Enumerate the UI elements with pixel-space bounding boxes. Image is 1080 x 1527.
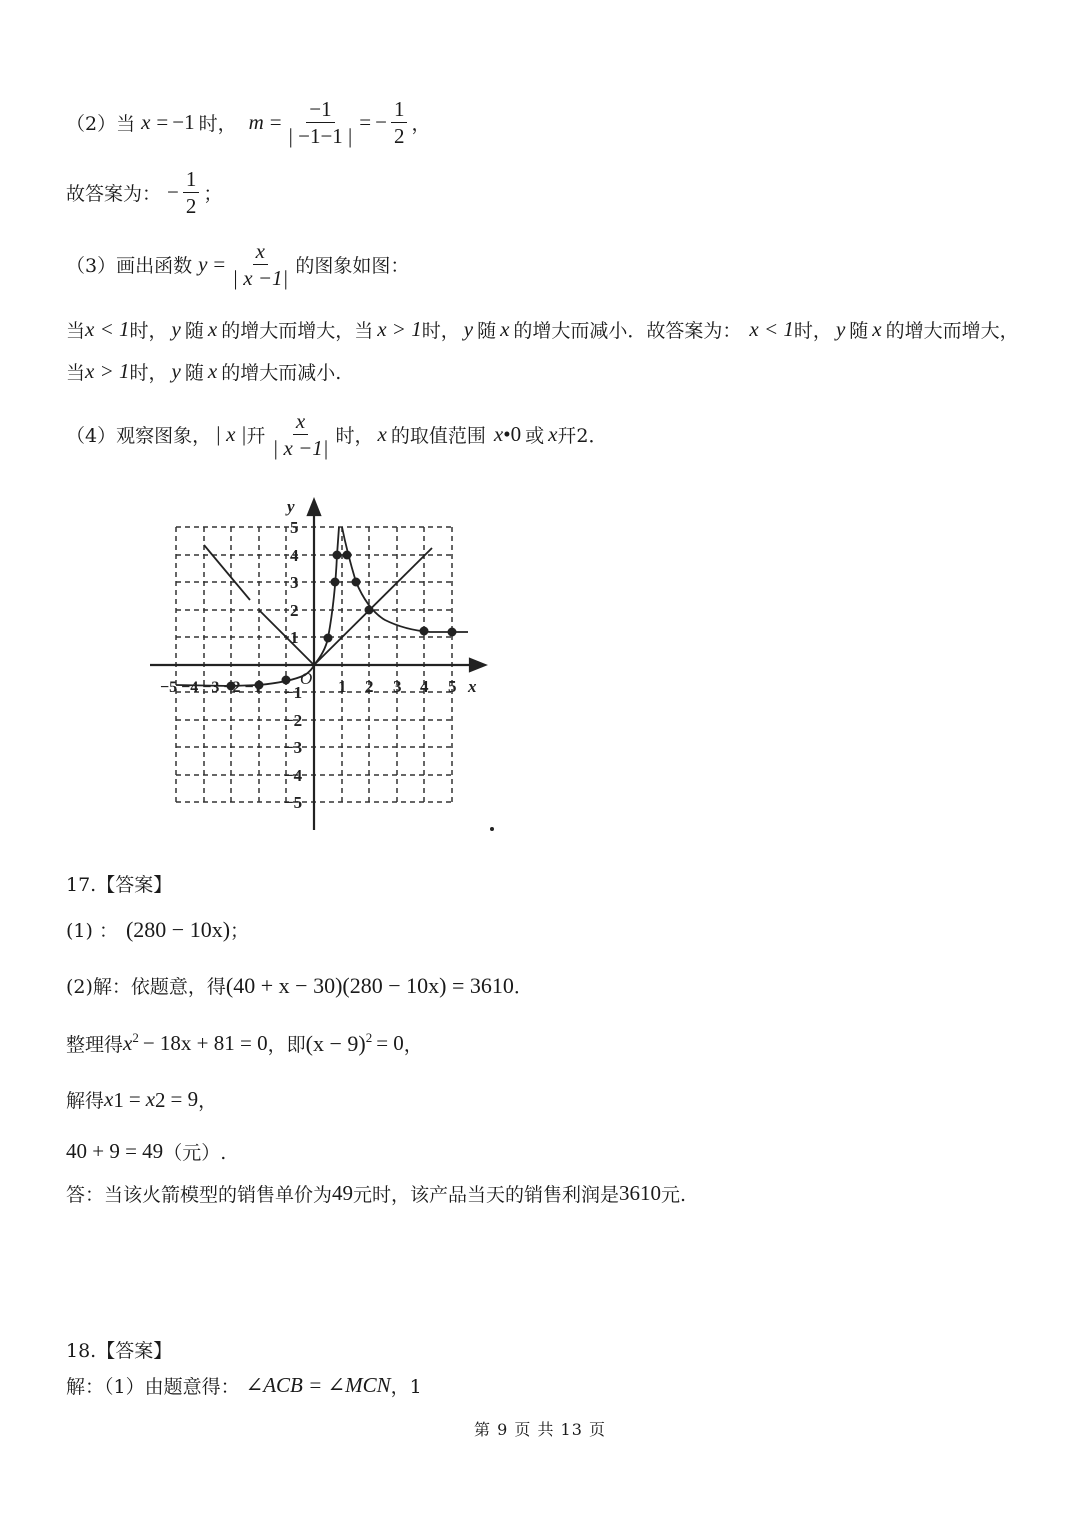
point — [343, 551, 352, 560]
math-eq: = — [359, 110, 372, 134]
y-axis-arrow — [308, 500, 320, 515]
text: (1) ： — [66, 920, 118, 942]
math-x: x — [493, 422, 504, 446]
math-exponent: 2 — [132, 1030, 139, 1045]
math-m: m — [248, 110, 264, 134]
math-x: x — [123, 1031, 133, 1055]
y-tick-label: 5 — [290, 518, 299, 537]
point — [448, 628, 457, 637]
text: 时， — [335, 425, 374, 447]
fraction-func — [229, 238, 291, 291]
math-subscript: 1 — [113, 1088, 124, 1112]
x-axis-label: x — [468, 677, 477, 696]
math-expression: = 9 — [170, 1087, 199, 1111]
math-x: x — [145, 1087, 156, 1111]
line-y-neg-x-upper — [204, 545, 250, 600]
math-x: x — [141, 110, 151, 134]
math-minus: − — [167, 180, 179, 204]
q17-solve — [66, 1086, 217, 1113]
text: 的增大而减小. — [221, 362, 342, 384]
math-expression: (x − 9) — [305, 1030, 366, 1056]
text: 随 — [849, 320, 869, 342]
math-y: y — [198, 252, 208, 276]
text: 18.【答案】 — [66, 1340, 173, 1362]
math-x: x — [872, 317, 882, 341]
math-expression: 40 + 9 = 49 — [66, 1139, 164, 1163]
function-graph — [140, 490, 500, 840]
text: 时， — [129, 320, 168, 342]
x-neg-tick-labels: −5 −4 −3 −2 −1 — [160, 679, 262, 696]
math-value: −1 — [172, 110, 195, 134]
text: 17.【答案】 — [66, 874, 173, 896]
point — [365, 606, 374, 615]
fraction-num: −1 — [306, 96, 334, 123]
text: （4）观察图象， — [66, 425, 212, 447]
point — [331, 578, 340, 587]
q18-heading — [66, 1336, 172, 1363]
math-expression: (280 − 10x) — [125, 916, 231, 942]
fraction-num: x — [293, 408, 308, 435]
q17-heading — [66, 870, 172, 897]
math-expression: = 0 — [376, 1031, 404, 1055]
line-part3 — [66, 238, 409, 291]
text: ； — [230, 920, 250, 942]
text: 时， — [198, 113, 237, 135]
math-expression: − 18x + 81 = 0 — [142, 1031, 268, 1055]
text: ，1 — [390, 1376, 422, 1398]
x-axis-arrow — [470, 659, 485, 671]
y-tick-label: 3 — [290, 573, 299, 592]
fraction-answer — [183, 166, 200, 219]
math-condition: x < 1 — [749, 317, 794, 341]
math-minus: − — [375, 110, 387, 134]
math-y: y — [171, 317, 181, 341]
fraction-m — [286, 96, 356, 149]
fraction-num: 1 — [391, 96, 408, 123]
q17-simplify — [66, 1030, 423, 1057]
math-eq: = — [213, 252, 226, 276]
point — [352, 578, 361, 587]
math-x: x — [207, 359, 218, 383]
text: （元）. — [163, 1142, 227, 1164]
math-y: y — [463, 317, 474, 341]
text: 当 — [66, 362, 86, 384]
q17-part1 — [66, 916, 249, 943]
math-value: 3610 — [619, 1181, 662, 1205]
origin-label: O — [300, 669, 313, 688]
y-tick-label: 4 — [290, 546, 299, 565]
text: 答：当该火箭模型的销售单价为 — [66, 1184, 333, 1206]
text: ，即 — [267, 1034, 306, 1056]
text: 的增大而增大， — [885, 320, 1019, 342]
math-condition: x < 1 — [85, 317, 130, 341]
text: ， — [411, 113, 431, 135]
fraction-num: 1 — [183, 166, 200, 193]
math-eq: = — [128, 1087, 141, 1111]
math-eq: = — [156, 110, 169, 134]
text: 解：（1）由题意得： — [66, 1376, 240, 1398]
fraction-den: | x −1| — [232, 266, 289, 290]
text: ， — [198, 1090, 218, 1112]
fraction-den: | x −1| — [272, 436, 329, 460]
math-condition: x > 1 — [377, 317, 422, 341]
y-tick-label: 2 — [290, 601, 299, 620]
text: 的增大而增大，当 — [221, 320, 374, 342]
symbol-garbled: 幵 — [246, 425, 266, 447]
math-x: x — [548, 422, 558, 446]
page-footer: 第 9 页 共 13 页 — [474, 1420, 606, 1439]
math-y: y — [835, 317, 846, 341]
text: 元时，该产品当天的销售利润是 — [353, 1184, 620, 1206]
math-x: x — [207, 317, 218, 341]
text: 整理得 — [66, 1034, 124, 1056]
y-tick-label: −1 — [284, 683, 303, 702]
x-tick-label: 1 — [338, 677, 347, 696]
text: 幵2． — [557, 425, 608, 447]
x-tick-label: 2 — [365, 677, 374, 696]
text: 解得 — [66, 1090, 105, 1112]
math-x: x — [377, 422, 387, 446]
text: ； — [203, 183, 223, 205]
text: (2)解：依题意，得 — [66, 976, 226, 998]
math-condition: x > 1 — [85, 359, 130, 383]
text: 随 — [184, 320, 204, 342]
line-part4 — [66, 408, 608, 461]
y-axis-label: y — [287, 497, 295, 516]
line-part2 — [66, 96, 430, 149]
line-y-x — [314, 548, 432, 665]
point — [333, 551, 342, 560]
line-answer-2 — [66, 166, 222, 219]
text: （3）画出函数 — [66, 255, 193, 277]
text: 随 — [477, 320, 497, 342]
text: 的图象如图： — [295, 255, 410, 277]
text: 时， — [129, 362, 168, 384]
math-equation: (40 + x − 30)(280 − 10x) = 3610 — [225, 972, 514, 998]
line-monotonic — [66, 316, 1019, 343]
curve-falling — [342, 527, 468, 632]
fraction-result — [391, 96, 408, 149]
fraction-num: x — [253, 238, 268, 265]
fraction-den: 2 — [393, 124, 405, 148]
text: 时， — [421, 320, 460, 342]
line-monotonic-2 — [66, 358, 341, 385]
q17-price — [66, 1138, 226, 1165]
text: 时， — [793, 320, 832, 342]
q17-answer — [66, 1180, 686, 1207]
text: （2）当 — [66, 113, 136, 135]
math-abs: | x | — [215, 422, 247, 446]
text: 故答案为： — [66, 183, 162, 205]
y-tick-label: −3 — [284, 738, 303, 757]
y-tick-label: 1 — [290, 628, 299, 647]
y-tick-label: −2 — [284, 711, 303, 730]
math-value: 49 — [332, 1181, 354, 1205]
x-tick-label: 4 — [420, 677, 429, 696]
math-subscript: 2 — [155, 1088, 166, 1112]
point — [420, 627, 429, 636]
math-eq: = — [269, 110, 282, 134]
text: 的取值范围 — [390, 425, 486, 447]
stray-dot — [490, 827, 494, 831]
math-range: •0 — [503, 422, 522, 446]
math-y: y — [171, 359, 181, 383]
text: ． — [513, 976, 533, 998]
x-tick-label: 5 — [448, 677, 457, 696]
math-equation: ∠ACB = ∠MCN — [245, 1373, 391, 1397]
fraction-ineq — [269, 408, 331, 461]
text: 元. — [661, 1184, 687, 1206]
text: ， — [403, 1034, 423, 1056]
fraction-den: 2 — [185, 194, 197, 218]
fraction-den: | −1−1 | — [288, 124, 353, 148]
text: 当 — [66, 320, 86, 342]
math-x: x — [104, 1087, 114, 1111]
math-exponent: 2 — [365, 1030, 373, 1045]
text: 的增大而减小．故答案为： — [513, 320, 742, 342]
point — [324, 634, 333, 643]
y-tick-label: −4 — [284, 766, 303, 785]
q18-part1 — [66, 1372, 422, 1399]
x-tick-label: 3 — [393, 677, 402, 696]
y-tick-label: −5 — [284, 793, 303, 812]
text: 随 — [184, 362, 204, 384]
math-x: x — [500, 317, 510, 341]
text: 或 — [525, 425, 545, 447]
q17-part2 — [66, 972, 533, 999]
